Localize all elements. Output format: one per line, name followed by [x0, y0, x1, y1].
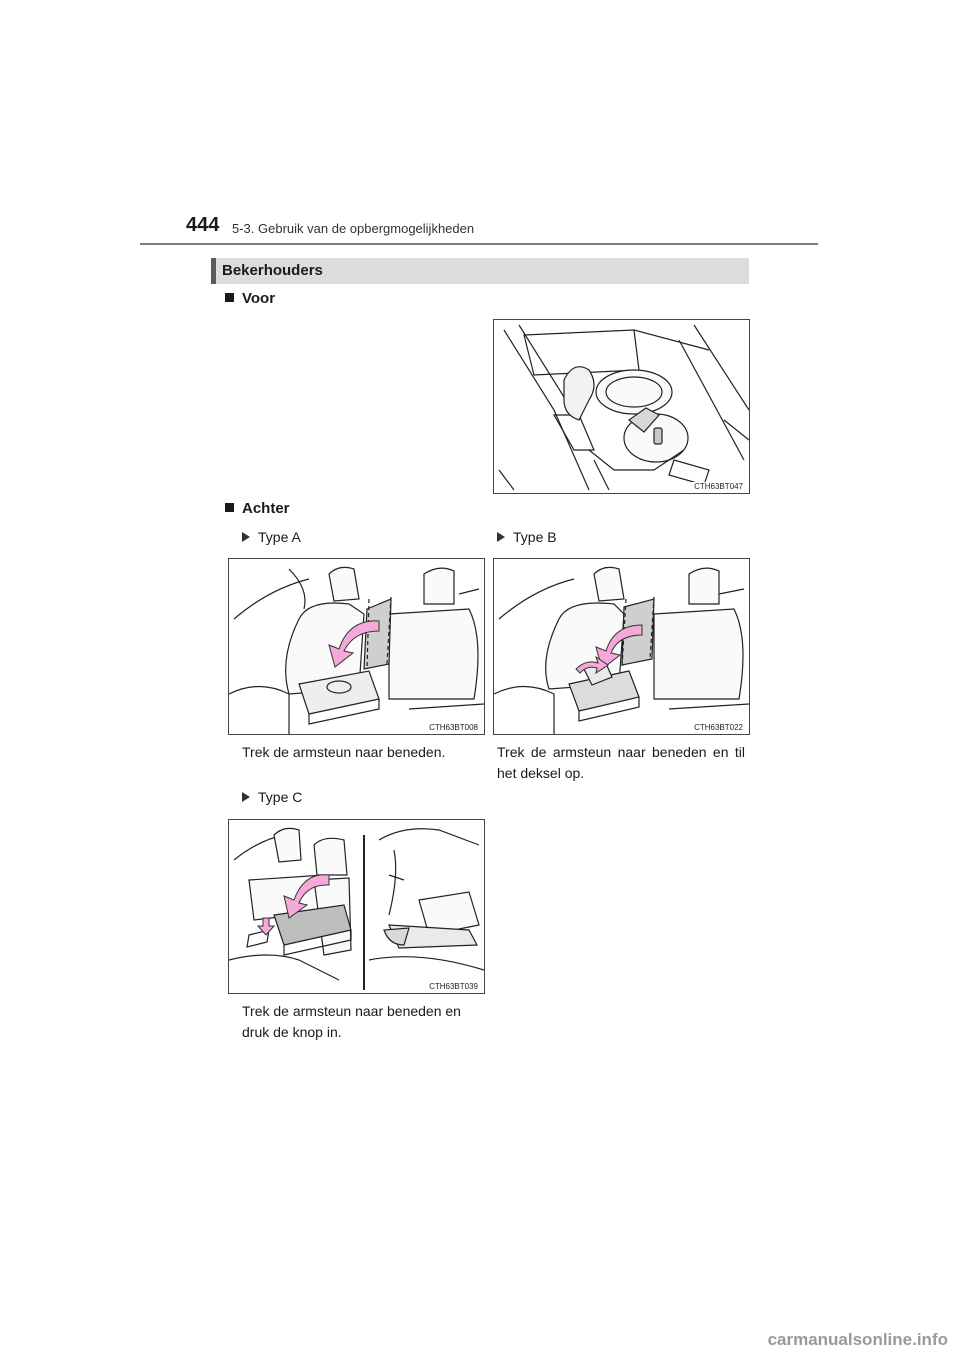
- page-number: 444: [186, 214, 220, 236]
- header-divider: [140, 243, 818, 245]
- type-b-label-text: Type B: [513, 529, 557, 545]
- heading-rear-label: Achter: [242, 500, 290, 517]
- triangle-right-icon: [497, 532, 505, 542]
- figure-front-cupholder: [493, 319, 750, 494]
- caption-type-c: Trek de armsteun naar beneden en druk de knop in.: [242, 1003, 461, 1040]
- heading-rear: [225, 500, 290, 517]
- caption-type-b: Trek de armsteun naar beneden en til het deksel op.: [497, 744, 745, 781]
- black-square-icon: [225, 503, 234, 512]
- black-square-icon: [225, 293, 234, 302]
- heading-front: [225, 290, 275, 307]
- heading-front-label: Voor: [242, 290, 276, 307]
- type-c-label-text: Type C: [258, 789, 303, 805]
- type-a-label: [242, 529, 301, 545]
- triangle-right-icon: [242, 792, 250, 802]
- section-title: Bekerhouders: [222, 262, 323, 279]
- type-b-label: [497, 529, 557, 545]
- figure-code-type-c: CTH63BT039: [429, 982, 478, 991]
- figure-code-front: CTH63BT047: [694, 482, 743, 491]
- figure-rear-type-a: [228, 558, 485, 735]
- figure-rear-type-b: [493, 558, 750, 735]
- type-a-label-text: Type A: [258, 529, 301, 545]
- rear-seat-type-b-illustration: [494, 559, 750, 735]
- figure-code-type-b: CTH63BT022: [694, 723, 743, 732]
- rear-seat-type-c-illustration: [229, 820, 485, 994]
- rear-seat-type-a-illustration: [229, 559, 485, 735]
- figure-rear-type-c: [228, 819, 485, 994]
- breadcrumb: 5-3. Gebruik van de opbergmogelijkheden: [232, 221, 475, 236]
- caption-type-a: Trek de armsteun naar beneden.: [242, 744, 446, 760]
- type-c-label: [242, 789, 302, 805]
- triangle-right-icon: [242, 532, 250, 542]
- front-console-illustration: [494, 320, 750, 494]
- watermark: carmanualsonline.info: [767, 1330, 948, 1349]
- figure-code-type-a: CTH63BT008: [429, 723, 478, 732]
